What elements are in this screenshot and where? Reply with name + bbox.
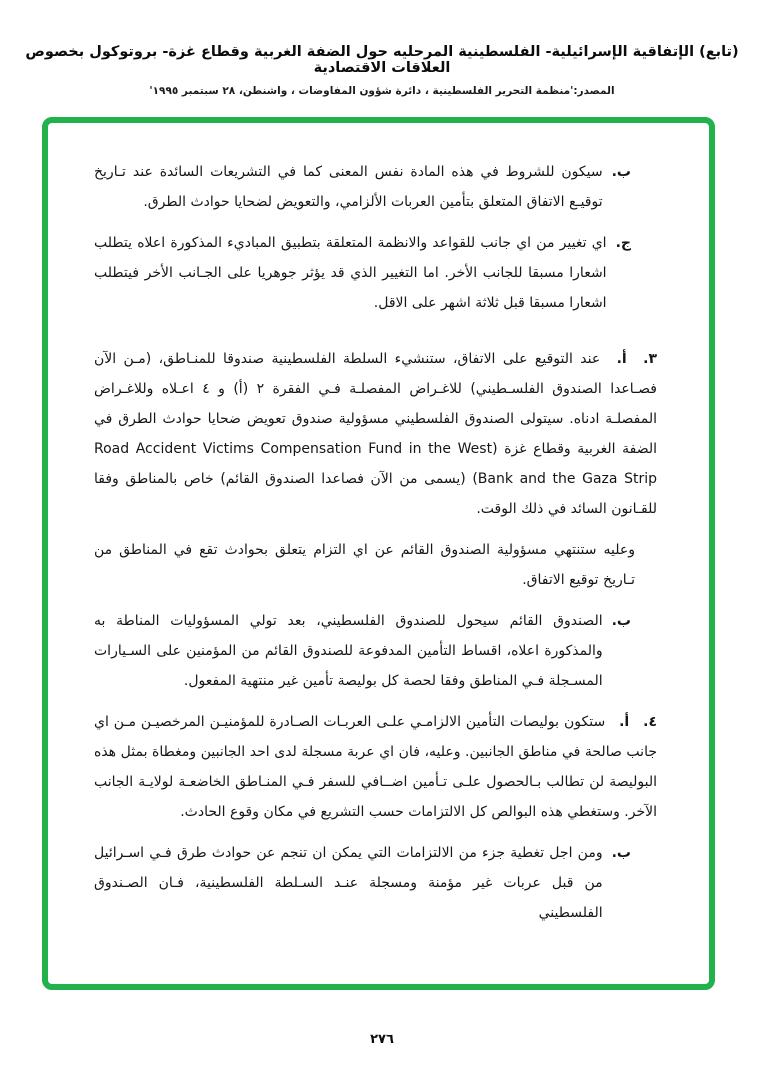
paragraph-article-4b — [94, 838, 631, 928]
paragraph-continuation — [94, 535, 635, 595]
paragraph-article-3a — [94, 344, 657, 524]
paragraph-clause-j — [94, 228, 631, 318]
list-marker-j: ج. — [615, 235, 631, 251]
paragraph-text: سيكون للشروط في هذه المادة نفس المعنى كما في التشريعات السائدة عند تـاريخ توقيـع الاتفاق المتعلق بتأمين العربات الألزامي، والتعويض لضحايا حوادث الطرق. — [94, 164, 603, 210]
paragraph-text: اي تغيير من اي جانب للقواعد والانظمة المتعلقة بتطبيق المباديء المذكورة اعلاه يتطلب اشعارا مسبقا للجانب الأخر. اما التغيير الذي قد يؤثر جوهريا على الجـانب الأخر فيتطلب اشعارا مسبقا قبل ثلاثة اشهر على الاقل. — [94, 235, 607, 311]
paragraph-text: ستكون بوليصات التأمين الالزامـي علـى العربـات الصـادرة للمؤمنيـن المرخصيـن مـن اي جانب صالحة في مناطق الجانبين. وعليه، فان اي عربة مسجلة لدى احد الجانبين ومغطاة بمثل هذه البوليصة لن تطالب بـالحصول علـى تـأمين اضــافي للسفر فـي المنـاطق الخاضعـة لولايـة الجانب الآخر. وستغطي هذه البوالص كل الالتزامات حسب التشريع في مكان وقوع الحادث. — [94, 714, 657, 820]
list-marker-a: أ. — [616, 351, 627, 367]
page-header — [0, 0, 764, 97]
list-marker-b: ب. — [611, 613, 631, 629]
list-number-4: ٤. — [643, 714, 658, 730]
page-number: ٢٧٦ — [370, 1032, 394, 1047]
list-marker-a: أ. — [619, 714, 630, 730]
list-marker-b: ب. — [611, 164, 631, 180]
paragraph-article-3b — [94, 606, 631, 696]
document-body — [48, 123, 709, 928]
paragraph-clause-b — [94, 157, 631, 217]
page-footer — [0, 1028, 764, 1047]
document-source-line: المصدر:'منظمة التحرير الفلسطينية ، دائرة شؤون المفاوضات ، واشنطن، ٢٨ سبتمبر ١٩٩٥' — [149, 85, 615, 97]
paragraph-text: ومن اجل تغطية جزء من الالتزامات التي يمكن ان تنجم عن حوادث طرق فـي اسـرائيل من قبل عربات غير مؤمنة ومسجلة عنـد السـلطة الفلسطينية، فـان الصـندوق الفلسطيني — [94, 845, 603, 921]
paragraph-text: الصندوق القائم سيحول للصندوق الفلسطيني، بعد تولي المسؤوليات المناطة به والمذكورة اعلاه، اقساط التأمين المدفوعة للصندوق القائم من المؤمنين على السـيارات المسـجلة فـي المناطق وفقا لحصة كل بوليصة تأمين غير منتهية المفعول. — [94, 613, 603, 689]
list-marker-b: ب. — [611, 845, 631, 861]
paragraph-article-4a — [94, 707, 657, 827]
highlight-border-box — [42, 117, 715, 990]
list-number-3: ٣. — [643, 351, 658, 367]
document-title: (تابع) الإتفاقية الإسرائيلية- الفلسطينية المرحليه حول الضفة الغربية وقطاع غزة- بروتوكول بخصوص العلاقات الاقتصادية — [25, 44, 739, 76]
paragraph-text: عند التوقيع على الاتفاق، ستنشيء السلطة الفلسطينية صندوقا للمنـاطق، (مـن الآن فصـاعدا الصندوق الفلسـطيني) للاغـراض المفصلـة فـي الفقرة ٢ (أ) و ٤ اعـلاه وللاغـراض المفصلـة ادناه. سيتولى الصندوق الفلسطيني مسؤولية صندوق تعويض ضحايا حوادث الطرق في الضفة الغربية وقطاع غزة (Road Accident Victims Compensation Fund in the West Bank and the Gaza Strip) (يسمى من الآن فصاعدا الصندوق القائم) خاص بالمناطق وفقا للقـانون السائد في ذلك الوقت. — [94, 351, 657, 517]
paragraph-text: وعليه ستنتهي مسؤولية الصندوق القائم عن اي التزام يتعلق بحوادث تقع في المناطق من تـاريخ توقيع الاتفاق. — [94, 542, 635, 588]
